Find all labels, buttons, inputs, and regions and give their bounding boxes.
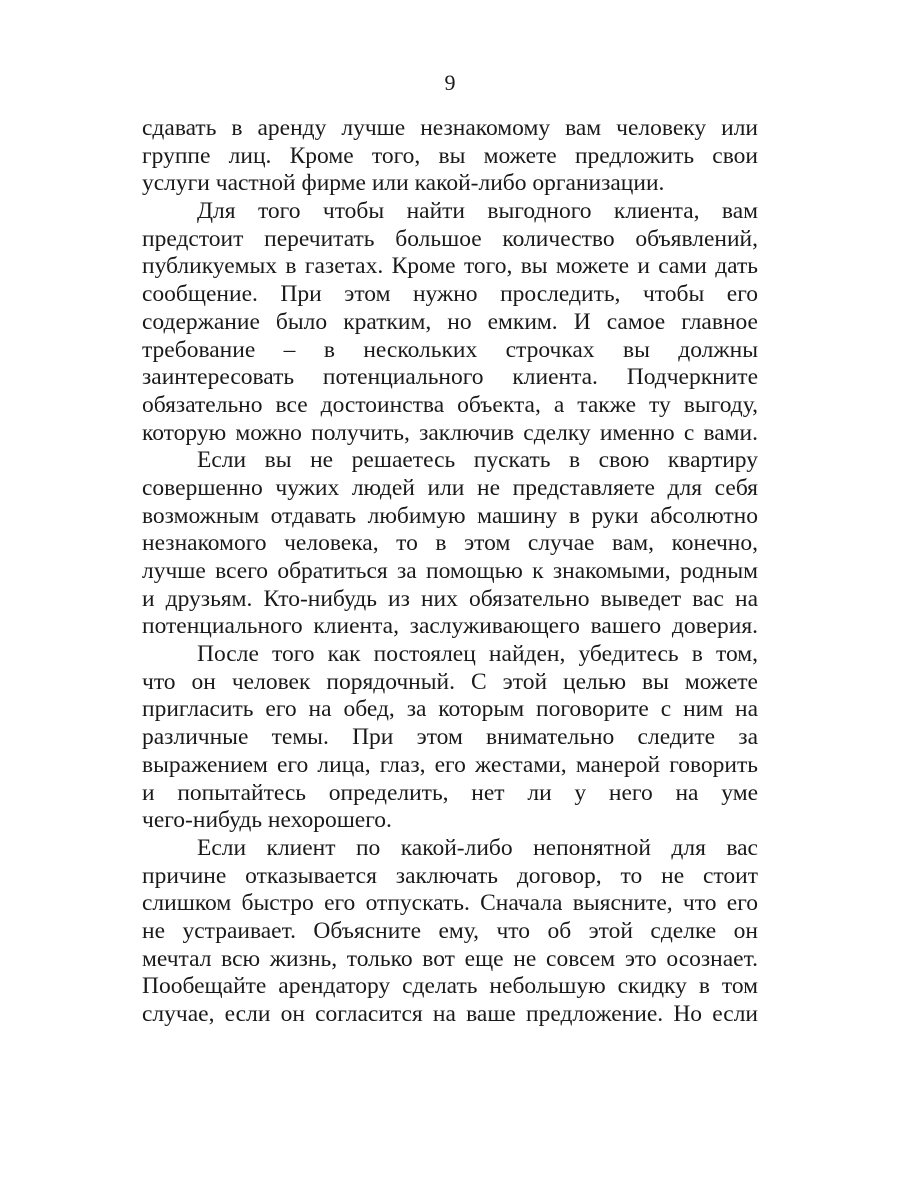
text-line: не устраивает. Объясните ему, что об этой сделке он: [142, 917, 758, 944]
paragraph: [142, 641, 758, 835]
text-line: требование – в нескольких строчках вы должны: [142, 336, 758, 363]
text-line: пригласить его на обед, за которым поговорите с ним на: [142, 696, 758, 723]
text-line: что он человек порядочный. С этой целью вы можете: [142, 668, 758, 695]
text-line: публикуемых в газетах. Кроме того, вы можете и сами дать: [142, 253, 758, 280]
text-line: содержание было кратким, но емким. И самое главное: [142, 308, 758, 335]
text-line: возможным отдавать любимую машину в руки абсолютно: [142, 502, 758, 529]
text-line: выражением его лица, глаз, его жестами, манерой говорить: [142, 751, 758, 778]
page-number: 9: [444, 70, 456, 95]
text-line: Если вы не решаетесь пускать в свою квартиру: [197, 447, 758, 474]
text-line: сообщение. При этом нужно проследить, чтобы его: [142, 281, 758, 308]
paragraph: [142, 115, 758, 198]
text-line: случае, если он согласится на ваше предложение. Но если: [142, 1001, 758, 1027]
text-line: группе лиц. Кроме того, вы можете предложить свои: [142, 142, 758, 169]
text-line: Для того чтобы найти выгодного клиента, вам: [197, 198, 758, 225]
paragraph: [142, 447, 758, 641]
text-line: и друзьям. Кто-нибудь из них обязательно выведет вас на: [142, 585, 758, 612]
text-line: мечтал всю жизнь, только вот еще не совсем это осознает.: [142, 945, 758, 972]
text-line: сдавать в аренду лучше незнакомому вам человеку или: [142, 115, 758, 141]
text-line: обязательно все достоинства объекта, а также ту выгоду,: [142, 391, 758, 418]
paragraph: [142, 198, 758, 447]
text-line: заинтересовать потенциального клиента. Подчеркните: [142, 364, 758, 391]
text-line: и попытайтесь определить, нет ли у него на уме: [142, 779, 758, 806]
paragraph: [142, 835, 758, 1029]
text-line: которую можно получить, заключив сделку именно с вами.: [142, 419, 758, 446]
text-line: предстоит перечитать большое количество объявлений,: [142, 225, 758, 252]
text-line: услуги частной фирме или какой-либо организации.: [142, 170, 665, 197]
text-line: слишком быстро его отпускать. Сначала выясните, что его: [142, 890, 758, 917]
text-line: причине отказывается заключать договор, то не стоит: [142, 862, 758, 889]
text-line: совершенно чужих людей или не представляете для себя: [142, 474, 758, 501]
text-line: Если клиент по какой-либо непонятной для вас: [197, 834, 758, 861]
body-text: [142, 115, 758, 1029]
text-line: различные темы. При этом внимательно следите за: [142, 724, 758, 751]
text-line: После того как постоялец найден, убедитесь в том,: [197, 641, 758, 668]
text-line: незнакомого человека, то в этом случае вам, конечно,: [142, 530, 758, 557]
text-line: потенциального клиента, заслуживающего вашего доверия.: [142, 613, 758, 640]
text-line: чего-нибудь нехорошего.: [142, 807, 392, 834]
text-line: Пообещайте арендатору сделать небольшую скидку в том: [142, 973, 758, 1000]
text-line: лучше всего обратиться за помощью к знакомыми, родным: [142, 558, 758, 584]
